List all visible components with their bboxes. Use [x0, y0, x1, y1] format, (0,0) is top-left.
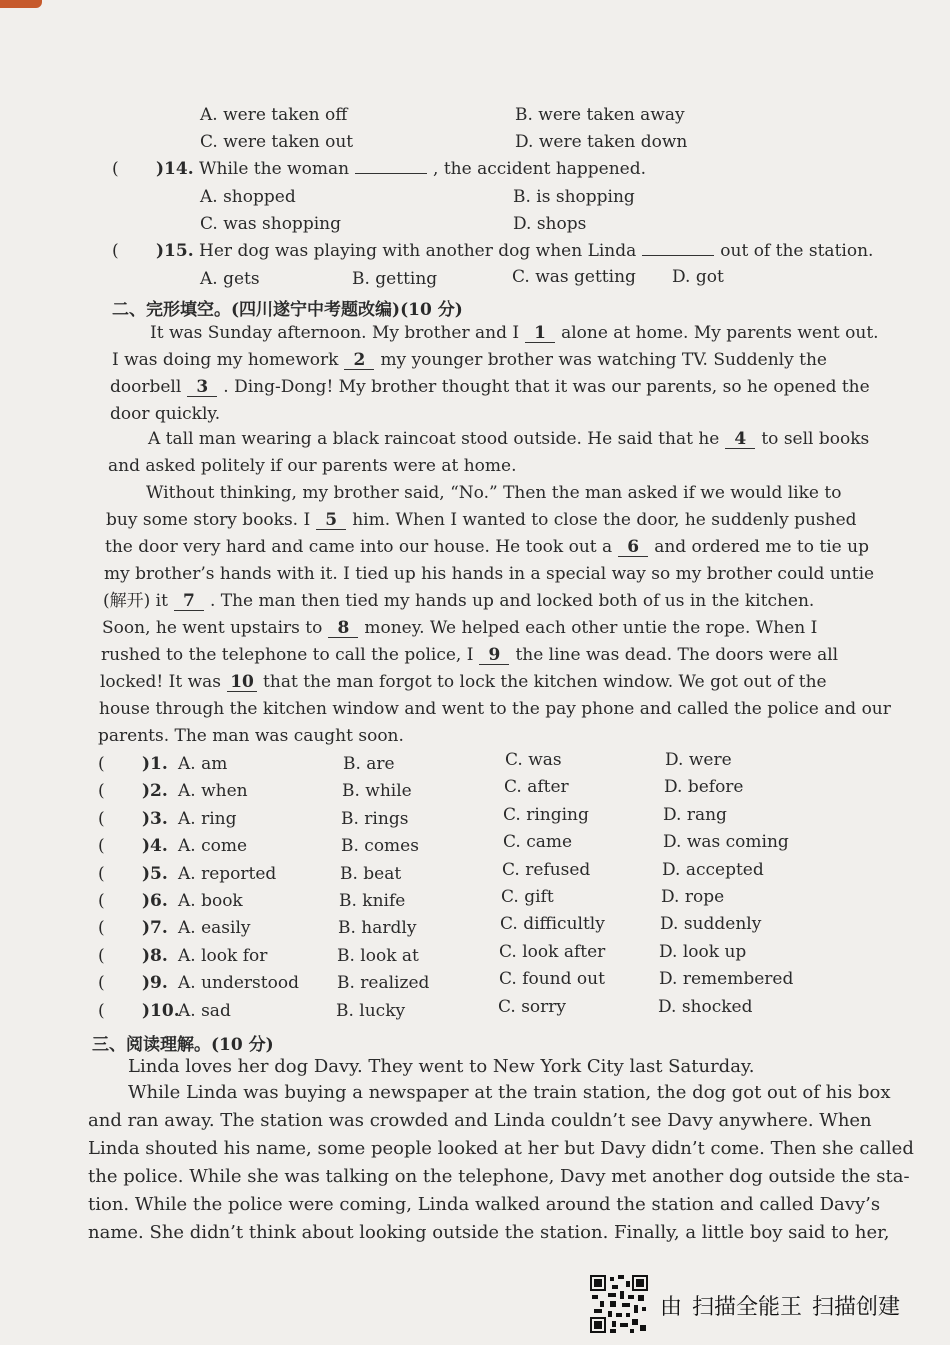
q13-option-d: D. were taken down: [515, 132, 688, 152]
watermark-created: 扫描创建: [812, 1295, 901, 1320]
choice-7-option-c: C. difficultly: [500, 914, 605, 935]
cloze-line: I was doing my homework 2 my younger brother was watching TV. Suddenly the: [112, 350, 827, 370]
reading-line: the police. While she was talking on the telephone, Davy met another dog outside the sta-: [88, 1166, 910, 1187]
scanner-watermark: [660, 1290, 910, 1321]
blank-3: 3: [187, 378, 217, 397]
choice-6-option-d: D. rope: [661, 887, 725, 907]
blank-5: 5: [316, 511, 346, 530]
q13-option-c: C. were taken out: [200, 132, 354, 152]
choice-1-question-number: )1.: [142, 754, 168, 774]
choice-8-question-number: )8.: [142, 945, 168, 966]
choice-7-question-number: )7.: [142, 918, 168, 939]
blank-6: 6: [618, 538, 648, 557]
choice-10-option-a: A. sad: [178, 1000, 231, 1021]
question-15: [112, 240, 873, 262]
q15-option-b: B. getting: [352, 269, 438, 289]
reading-line: While Linda was buying a newspaper at the train station, the dog got out of his box: [128, 1082, 891, 1103]
answer-blank: [642, 255, 714, 256]
blank-7: 7: [174, 592, 204, 611]
choice-3-option-d: D. rang: [663, 804, 727, 825]
choice-9-option-a: A. understood: [178, 973, 299, 994]
choice-10-question-number: )10.: [142, 1000, 180, 1021]
choice-5-question-number: )5.: [142, 863, 168, 884]
cloze-line: and asked politely if our parents were at home.: [108, 456, 517, 476]
choice-5-option-a: A. reported: [178, 863, 277, 884]
question-text: While the woman: [199, 159, 350, 179]
reading-line: Linda shouted his name, some people looked at her but Davy didn’t come. Then she called: [88, 1138, 914, 1159]
reading-line: name. She didn’t think about looking outside the station. Finally, a little boy said to her,: [88, 1222, 890, 1243]
choice-7-answer-paren: (: [98, 918, 105, 939]
blank-8: 8: [328, 619, 358, 638]
reading-line: and ran away. The station was crowded and Linda couldn’t see Davy anywhere. When: [88, 1110, 872, 1131]
cloze-line: A tall man wearing a black raincoat stood outside. He said that he 4 to sell books: [148, 429, 870, 449]
answer-paren: (: [112, 241, 119, 261]
choice-2-answer-paren: (: [98, 781, 105, 802]
question-number: )14.: [156, 159, 194, 179]
choice-2-option-b: B. while: [342, 781, 412, 802]
choice-5-option-b: B. beat: [340, 863, 402, 884]
choice-10-option-d: D. shocked: [658, 996, 753, 1017]
q13-option-b: B. were taken away: [515, 105, 685, 125]
choice-3-answer-paren: (: [98, 808, 105, 829]
choice-1-option-c: C. was: [505, 750, 562, 770]
question-14: [112, 158, 646, 180]
choice-3-option-c: C. ringing: [503, 804, 589, 825]
cloze-line: my brother’s hands with it. I tied up his hands in a special way so my brother could untie: [104, 564, 875, 584]
watermark-by: 由: [660, 1295, 683, 1320]
reading-line: tion. While the police were coming, Linda walked around the station and called Davy’s: [88, 1194, 881, 1215]
choice-7-option-b: B. hardly: [338, 918, 417, 939]
choice-8-option-d: D. look up: [659, 941, 747, 962]
choice-8-option-b: B. look at: [337, 945, 419, 966]
choice-7-option-a: A. easily: [178, 918, 251, 939]
blank-4: 4: [725, 430, 755, 449]
page-corner-mark: [0, 0, 42, 8]
choice-1-option-a: A. am: [178, 754, 228, 774]
section-heading-cloze: 二、完形填空。(四川遂宁中考题改编)(10 分): [112, 300, 463, 320]
question-text: Her dog was playing with another dog when Linda: [199, 241, 637, 261]
choice-10-answer-paren: (: [98, 1000, 105, 1021]
choice-3-option-a: A. ring: [178, 808, 237, 829]
cloze-line: rushed to the telephone to call the police, I 9 the line was dead. The doors were all: [101, 645, 839, 665]
choice-5-option-d: D. accepted: [662, 859, 764, 880]
cloze-line: doorbell 3 . Ding-Dong! My brother thought that it was our parents, so he opened the: [110, 377, 870, 397]
question-text: out of the station.: [720, 241, 874, 261]
choice-9-answer-paren: (: [98, 973, 105, 994]
choice-9-option-c: C. found out: [499, 969, 605, 990]
blank-10: 10: [227, 673, 257, 692]
q14-option-b: B. is shopping: [513, 187, 635, 207]
question-number: )15.: [156, 241, 194, 261]
cloze-line: door quickly.: [110, 404, 221, 424]
cloze-line: locked! It was 10 that the man forgot to lock the kitchen window. We got out of the: [100, 672, 827, 692]
question-text: , the accident happened.: [433, 159, 647, 179]
blank-1: 1: [525, 324, 555, 343]
choice-9-option-b: B. realized: [337, 973, 430, 994]
choice-8-option-c: C. look after: [499, 941, 606, 962]
blank-2: 2: [344, 351, 374, 370]
section-heading-reading: 三、阅读理解。(10 分): [92, 1035, 274, 1055]
cloze-line: Without thinking, my brother said, “No.” Then the man asked if we would like to: [146, 483, 842, 503]
choice-4-answer-paren: (: [98, 836, 105, 857]
choice-9-option-d: D. remembered: [659, 969, 794, 990]
choice-4-question-number: )4.: [142, 836, 168, 857]
choice-6-option-a: A. book: [178, 891, 243, 911]
choice-7-option-d: D. suddenly: [660, 914, 762, 935]
choice-5-option-c: C. refused: [502, 859, 591, 880]
choice-3-question-number: )3.: [142, 808, 168, 829]
cloze-line: parents. The man was caught soon.: [98, 726, 404, 746]
choice-4-option-d: D. was coming: [663, 832, 789, 853]
q13-option-a: A. were taken off: [200, 105, 348, 125]
choice-4-option-a: A. come: [178, 836, 248, 857]
choice-5-answer-paren: (: [98, 863, 105, 884]
choice-1-option-d: D. were: [665, 750, 732, 770]
choice-8-answer-paren: (: [98, 945, 105, 966]
q15-option-c: C. was getting: [512, 267, 636, 287]
choice-2-option-c: C. after: [504, 777, 569, 798]
q14-option-d: D. shops: [513, 214, 587, 234]
choice-4-option-c: C. came: [503, 832, 573, 853]
choice-6-option-b: B. knife: [339, 891, 406, 911]
answer-blank: [355, 173, 427, 174]
choice-10-option-c: C. sorry: [498, 996, 567, 1017]
choice-4-option-b: B. comes: [341, 836, 419, 857]
cloze-line: It was Sunday afternoon. My brother and I 1 alone at home. My parents went out.: [150, 323, 879, 343]
q14-option-c: C. was shopping: [200, 214, 341, 234]
choice-2-question-number: )2.: [142, 781, 168, 802]
choice-9-question-number: )9.: [142, 973, 168, 994]
q15-option-d: D. got: [672, 267, 724, 287]
q14-option-a: A. shopped: [200, 187, 296, 207]
cloze-line: buy some story books. I 5 him. When I wanted to close the door, he suddenly pushed: [106, 510, 857, 530]
cloze-line: (解开) it 7 . The man then tied my hands up and locked both of us in the kitchen.: [103, 591, 815, 611]
cloze-line: the door very hard and came into our house. He took out a 6 and ordered me to tie up: [105, 537, 869, 557]
choice-6-question-number: )6.: [142, 891, 168, 911]
choice-6-option-c: C. gift: [501, 887, 554, 907]
blank-9: 9: [479, 646, 509, 665]
choice-6-answer-paren: (: [98, 891, 105, 911]
choice-3-option-b: B. rings: [341, 808, 409, 829]
cloze-line: Soon, he went upstairs to 8 money. We helped each other untie the rope. When I: [102, 618, 818, 638]
cloze-line: house through the kitchen window and went to the pay phone and called the police and our: [99, 699, 891, 719]
choice-10-option-b: B. lucky: [336, 1000, 406, 1021]
choice-1-answer-paren: (: [98, 754, 105, 774]
choice-2-option-d: D. before: [664, 777, 744, 798]
answer-paren: (: [112, 159, 119, 179]
choice-1-option-b: B. are: [343, 754, 395, 774]
reading-line: Linda loves her dog Davy. They went to New York City last Saturday.: [128, 1056, 755, 1077]
choice-2-option-a: A. when: [178, 781, 248, 802]
choice-8-option-a: A. look for: [178, 945, 268, 966]
q15-option-a: A. gets: [200, 269, 260, 289]
watermark-app-name: 扫描全能王: [692, 1295, 803, 1320]
qr-code-icon: [590, 1275, 648, 1333]
